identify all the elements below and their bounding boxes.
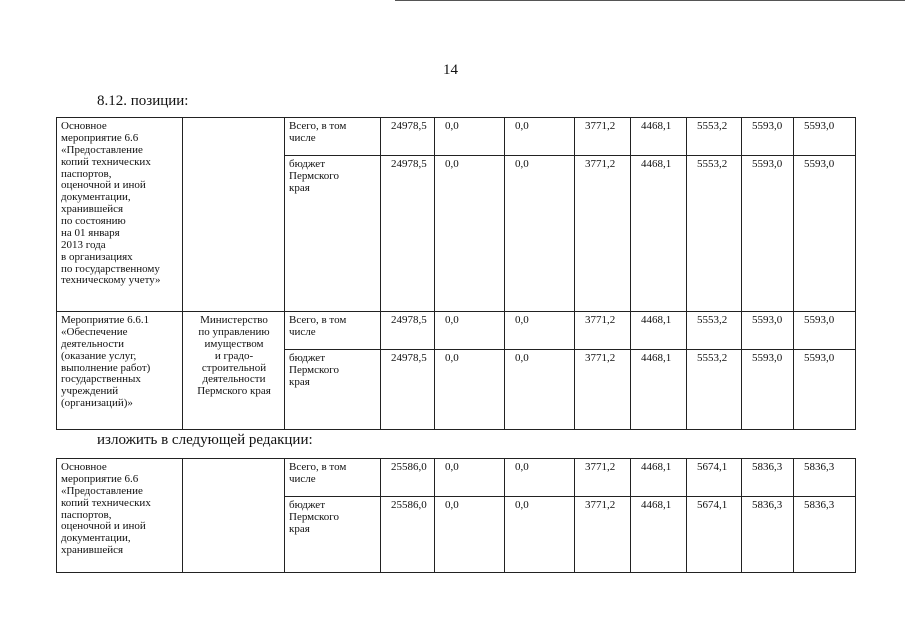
amount-cell: 5593,0: [794, 156, 856, 312]
executor-cell: [183, 459, 285, 573]
funding-source-cell-line: Пермского: [289, 363, 340, 376]
amount-cell: 0,0: [435, 118, 505, 156]
amount-cell: 3771,2: [575, 459, 631, 497]
amount-cell: 0,0: [435, 459, 505, 497]
section-heading-old: 8.12. позиции:: [97, 93, 189, 109]
amount-cell: 4468,1: [631, 156, 687, 312]
amount-cell: 5593,0: [742, 118, 794, 156]
amount-cell: 0,0: [435, 156, 505, 312]
activity-name-cell-line: оценочной и иной: [61, 179, 146, 192]
executor-cell-line: деятельности: [202, 373, 266, 386]
funding-source-cell: [285, 156, 381, 312]
executor-cell-line: Министерство: [200, 314, 268, 326]
activity-name-cell-line: (оказание услуг,: [61, 349, 137, 362]
funding-source-cell-line: края: [289, 375, 310, 388]
amount-cell: 5593,0: [794, 350, 856, 430]
amount-cell: 3771,2: [575, 156, 631, 312]
amount-cell: 5553,2: [687, 312, 742, 350]
amount-cell: 5836,3: [794, 497, 856, 573]
amount-cell: 5593,0: [742, 156, 794, 312]
activity-name-cell-line: техническому учету»: [61, 274, 161, 287]
table-row: [57, 459, 856, 497]
executor-cell-line: строительной: [201, 361, 267, 374]
activity-name-cell-line: выполнение работ): [61, 361, 151, 374]
executor-cell-line: Пермского края: [197, 385, 271, 398]
amount-cell: 25586,0: [381, 497, 435, 573]
amount-cell: 5553,2: [687, 350, 742, 430]
amount-cell: 5553,2: [687, 156, 742, 312]
activity-name-cell-line: (организаций)»: [61, 397, 133, 410]
activity-name-cell-line: мероприятие 6.6: [61, 472, 139, 485]
amount-cell: 0,0: [505, 118, 575, 156]
section-heading-new: изложить в следующей редакции:: [97, 432, 313, 448]
amount-cell: 4468,1: [631, 312, 687, 350]
amount-cell: 5674,1: [687, 497, 742, 573]
top-rule-line: [395, 0, 905, 1]
executor-cell: [183, 312, 285, 430]
funding-source-cell-line: края: [289, 181, 310, 194]
amount-cell: 0,0: [505, 459, 575, 497]
table-old-positions: [56, 117, 856, 430]
funding-source-cell-line: края: [289, 522, 310, 535]
funding-source-cell-line: Всего, в том: [289, 461, 347, 473]
funding-source-cell: [285, 459, 381, 497]
amount-cell: 5674,1: [687, 459, 742, 497]
funding-source-cell: [285, 350, 381, 430]
activity-name-cell-line: «Обеспечение: [61, 325, 128, 338]
funding-source-cell-line: бюджет: [289, 499, 325, 511]
funding-source-cell-line: бюджет: [289, 352, 325, 364]
activity-name-cell-line: деятельности: [61, 337, 124, 350]
activity-name-cell-line: документации,: [61, 191, 131, 204]
activity-name-cell-line: паспортов,: [61, 167, 112, 180]
amount-cell: 5836,3: [742, 497, 794, 573]
funding-source-cell-line: Пермского: [289, 510, 340, 523]
activity-name-cell-line: хранившейся: [61, 544, 124, 557]
amount-cell: 24978,5: [381, 156, 435, 312]
amount-cell: 4468,1: [631, 118, 687, 156]
funding-source-cell: [285, 118, 381, 156]
activity-name-cell-line: копий технических: [61, 496, 151, 509]
activity-name-cell: [57, 459, 183, 573]
amount-cell: 5836,3: [742, 459, 794, 497]
amount-cell: 5836,3: [794, 459, 856, 497]
amount-cell: 0,0: [435, 312, 505, 350]
amount-cell: 3771,2: [575, 350, 631, 430]
activity-name-cell-line: оценочной и иной: [61, 520, 146, 533]
page-number: 14: [443, 62, 458, 78]
amount-cell: 5593,0: [794, 312, 856, 350]
activity-name-cell-line: по государственному: [61, 262, 160, 275]
activity-name-cell-line: копий технических: [61, 155, 151, 168]
funding-source-cell: [285, 497, 381, 573]
funding-source-cell-line: числе: [289, 472, 316, 485]
amount-cell: 0,0: [505, 312, 575, 350]
activity-name-cell-line: «Предоставление: [61, 484, 143, 497]
activity-name-cell-line: документации,: [61, 532, 131, 545]
executor-cell: [183, 118, 285, 312]
activity-name-cell-line: Мероприятие 6.6.1: [61, 314, 150, 326]
amount-cell: 0,0: [435, 350, 505, 430]
amount-cell: 25586,0: [381, 459, 435, 497]
activity-name-cell-line: хранившейся: [61, 203, 124, 216]
activity-name-cell: [57, 118, 183, 312]
amount-cell: 4468,1: [631, 350, 687, 430]
amount-cell: 3771,2: [575, 312, 631, 350]
amount-cell: 3771,2: [575, 118, 631, 156]
funding-source-cell-line: бюджет: [289, 158, 325, 170]
funding-source-cell-line: числе: [289, 325, 316, 338]
funding-source-cell-line: Всего, в том: [289, 120, 347, 132]
activity-name-cell-line: мероприятие 6.6: [61, 131, 139, 144]
activity-name-cell-line: на 01 января: [61, 226, 120, 239]
funding-source-cell: [285, 312, 381, 350]
executor-cell-line: по управлению: [198, 325, 270, 338]
amount-cell: 5553,2: [687, 118, 742, 156]
amount-cell: 5593,0: [742, 350, 794, 430]
amount-cell: 5593,0: [794, 118, 856, 156]
amount-cell: 5593,0: [742, 312, 794, 350]
executor-cell-line: и градо-: [214, 349, 254, 362]
activity-name-cell-line: учреждений: [61, 385, 119, 398]
activity-name-cell-line: Основное: [61, 461, 107, 473]
amount-cell: 4468,1: [631, 459, 687, 497]
activity-name-cell-line: паспортов,: [61, 508, 112, 521]
activity-name-cell-line: государственных: [61, 373, 141, 386]
table-new-positions: [56, 458, 856, 573]
amount-cell: 4468,1: [631, 497, 687, 573]
activity-name-cell: [57, 312, 183, 430]
funding-source-cell-line: Всего, в том: [289, 314, 347, 326]
table-row: [57, 312, 856, 350]
amount-cell: 24978,5: [381, 118, 435, 156]
funding-source-cell-line: числе: [289, 131, 316, 144]
amount-cell: 0,0: [505, 156, 575, 312]
amount-cell: 0,0: [505, 350, 575, 430]
activity-name-cell-line: Основное: [61, 120, 107, 132]
amount-cell: 0,0: [505, 497, 575, 573]
amount-cell: 3771,2: [575, 497, 631, 573]
activity-name-cell-line: 2013 года: [61, 238, 106, 251]
executor-cell-line: имуществом: [204, 337, 264, 350]
activity-name-cell-line: «Предоставление: [61, 143, 143, 156]
table-row: [57, 118, 856, 156]
activity-name-cell-line: по состоянию: [61, 215, 126, 227]
funding-source-cell-line: Пермского: [289, 169, 340, 182]
activity-name-cell-line: в организациях: [61, 250, 133, 263]
amount-cell: 24978,5: [381, 350, 435, 430]
amount-cell: 0,0: [435, 497, 505, 573]
amount-cell: 24978,5: [381, 312, 435, 350]
